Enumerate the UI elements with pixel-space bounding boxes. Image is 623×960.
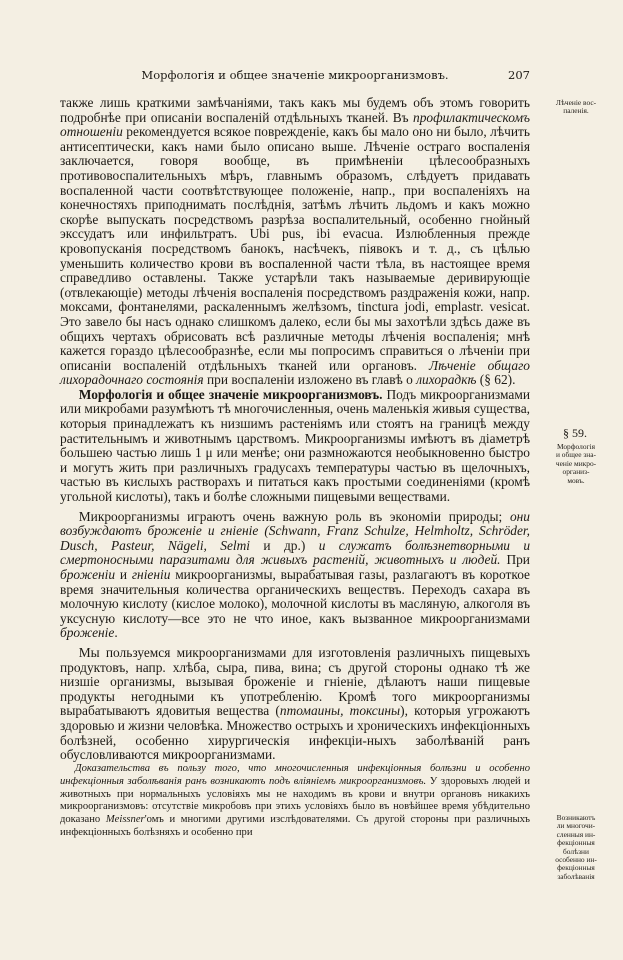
body-text xyxy=(60,96,530,840)
paragraph-small-print: Доказательства въ пользу того, что многочисленныя инфекціонныя болѣзни и особенно инфекціонныя заболѣванія ранъ возникаютъ подъ вліяніемъ микроорганизмовъ. У здоровыхъ людей и животныхъ при нормальныхъ условіяхъ мы не находимъ въ крови и внутри органовъ никакихъ микроорганизмовъ: отсутствіе микробовъ при этихъ условіяхъ было въ новѣйшее время убѣдительно доказано Meissner'омъ и многими другими изслѣдователями. Съ другой стороны при различныхъ инфекціонныхъ болѣзняхъ и особенно при xyxy=(60,762,530,839)
margin-note-treatment: Лѣченіе вос- паленія. xyxy=(555,98,597,116)
paragraph-role-in-nature: Микроорганизмы играютъ очень важную роль въ экономіи природы; они возбуждаютъ броженіе и гніеніе (Schwann, Franz Schulze, Helmholtz, Schröder, Dusch, Pasteur, Nägeli, Selmi и др.) и служатъ болѣзнетворными и смертоносными паразитами для живыхъ растеній, животныхъ и людей. При броженіи и гніеніи микроорганизмы, вырабатывая газы, разлагаютъ въ короткое время значительныя количества органическихъ веществъ. Переходъ сахара въ молочную кислоту (кислое молоко), молочной кислоты въ масляную, алкоголя въ уксусную кислоту—все это не что иное, какъ вызванное микроорганизмами броженіе. xyxy=(60,508,531,641)
page-number: 207 xyxy=(508,68,530,82)
margin-note-infection: Возникаютъ ли многочи- сленныя ин- фекціонныя болѣзни особенно ин- фекціонныя заболѣванія xyxy=(555,813,597,881)
section-heading: Морфологія и общее значеніе микроорганизмовъ. xyxy=(78,386,383,402)
running-header xyxy=(60,68,530,82)
header-title: Морфологія и общее значеніе микроорганизмовъ. xyxy=(141,68,449,82)
paragraph-treatment: также лишь краткими замѣчаніями, такъ какъ мы будемъ объ этомъ говорить подробнѣе при описаніи воспаленій отдѣльныхъ тканей. Въ профилактическомъ отношеніи рекомендуется всякое поврежденіе, какъ бы мало оно ни было, лѣчить антисептически, какъ нами было описано выше. Лѣченіе остраго воспаленія заключается, говоря вообще, въ примѣненіи цѣлесообразныхъ противовоспалительныхъ мѣръ, главнымъ образомъ, слѣдуетъ придавать воспаленной части соотвѣтствующее положеніе, напр., при воспаленіяхъ на конечностяхъ приподнимать послѣднія, затѣмъ лѣчить льдомъ и какъ можно скорѣе выпускать посредствомъ разрѣза воспалительный, особенно гнойный экссудатъ или инфильтратъ. Ubi pus, ibi evacua. Излюбленныя прежде кровопусканія посредствомъ банокъ, насѣчекъ, піявокъ и т. д., съ цѣлью уменьшить количество крови въ воспаленной части тѣла, въ настоящее время справедливо оставлены. Также устарѣли такъ называемые деривирующіе (отвлекающіе) методы лѣченія воспаленія посредствомъ раздраженія кожи, напр. моксами, фонтанелями, раскаленнымъ желѣзомъ, tinctura jodi, emplastr. vesicat. Это завело бы насъ однако слишкомъ далеко, если бы мы захотѣли здѣсь даже въ общихъ чертахъ обрисовать всѣ различные методы лѣченія воспаленія; мнѣ кажется гораздо цѣлесообразнѣе, если мы попросимъ справиться о лѣченіи при описаніи воспаленій отдѣльныхъ тканей или органовъ. Лѣченіе общаго лихорадочнаго состоянія при воспаленіи изложено въ главѣ о лихорадкѣ (§ 62). xyxy=(60,95,530,388)
margin-note-morphology: Морфологія и общее зна- ченіе микро- организ- мовъ. xyxy=(555,442,597,485)
paragraph-uses-and-harms: Мы пользуемся микроорганизмами для изготовленія различныхъ пищевыхъ продуктовъ, напр. хлѣба, сыра, пива, вина; съ другой стороны однако тѣ же низшіе организмы, вызывая броженіе и гніеніе, дѣлаютъ наши пищевые продукты негодными къ употребленію. Кромѣ того микроорганизмы вырабатываютъ ядовитыя вещества (птомаины, токсины), которыя угрожаютъ здоровью и жизни человѣка. Множество острыхъ и хроническихъ инфекціонныхъ болѣзней, особенно хирургическія инфекціи-ныхъ заболѣваній ранъ обусловливаются микроорганизмами. xyxy=(60,644,530,763)
section-number: § 59. xyxy=(563,426,587,440)
paragraph-microorganisms-definition: Морфологія и общее значеніе микроорганизмовъ. Подъ микроорганизмами или микробами разумѣютъ тѣ многочисленныя, очень маленькія живыя существа, которыя принадлежатъ къ низшимъ растеніямъ или стоятъ на границѣ между растительнымъ и животнымъ царствомъ. Микроорганизмы имѣютъ въ діаметрѣ большею частью лишь 1 μ или менѣе; они размножаются необыкновенно быстро и могутъ жить при различныхъ градусахъ температуры частью въ щелочныхъ, частью въ кислыхъ растворахъ и питаться какъ простыми соединеніями (кромѣ угольной кислоты), такъ и болѣе сложными пищевыми веществами. xyxy=(60,386,530,505)
